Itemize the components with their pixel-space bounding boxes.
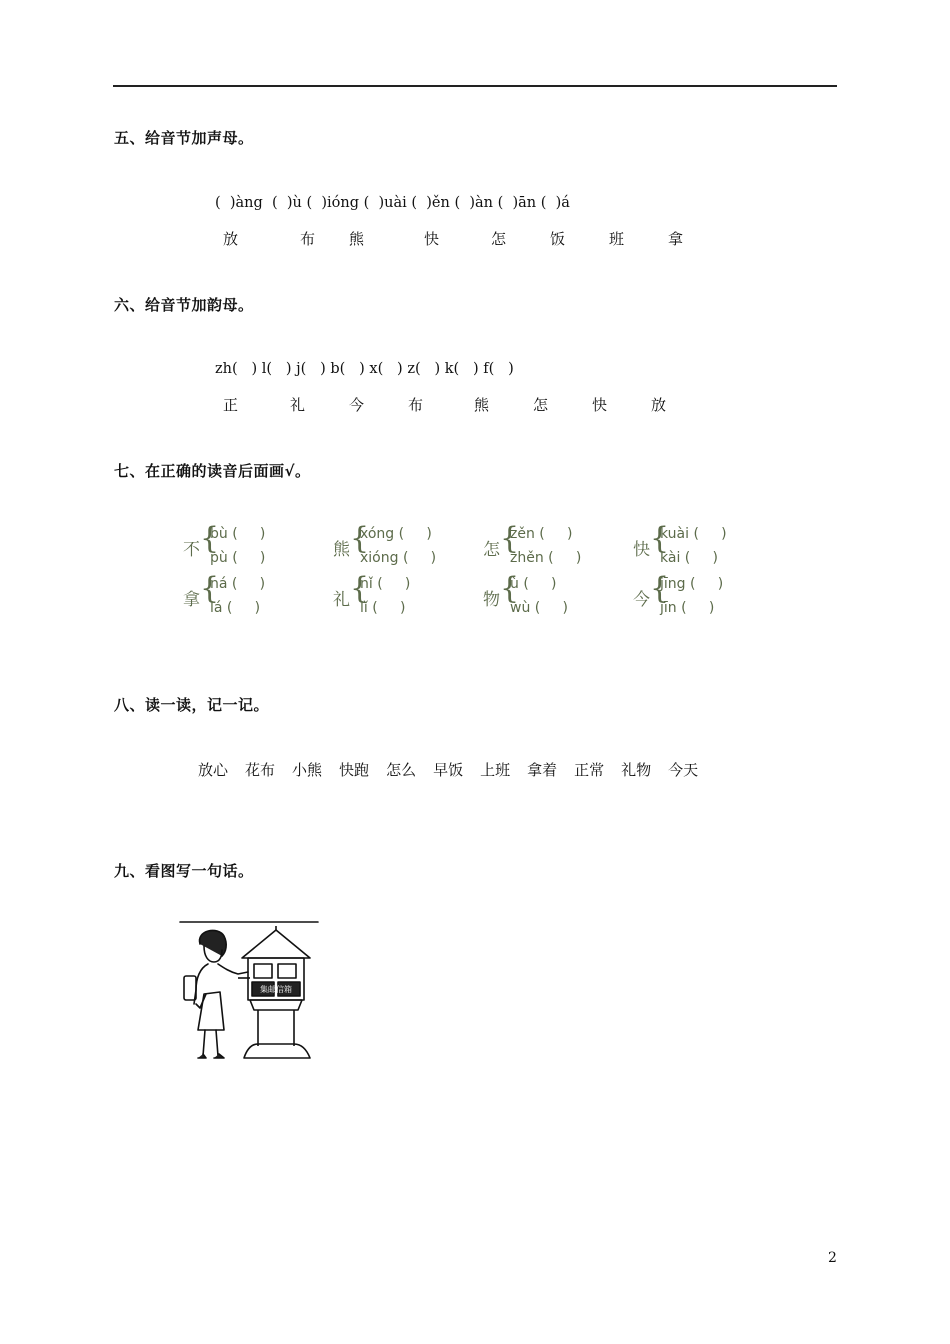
choice-option[interactable]: kuài ( ) (660, 526, 727, 542)
choice-option[interactable]: bù ( ) (210, 526, 266, 542)
choice-option[interactable]: lǐ ( ) (360, 600, 406, 616)
brace-glyph: { (500, 521, 520, 556)
section-five-char: 班 (609, 230, 625, 248)
vocab-word: 花布 (245, 761, 276, 779)
choice-option[interactable]: jīn ( ) (660, 600, 715, 616)
section-five-char: 熊 (349, 230, 365, 248)
choice-option[interactable]: zěn ( ) (510, 526, 573, 542)
section-six-char: 放 (651, 396, 667, 414)
section-six-heading: 六、给音节加韵母。 (114, 296, 254, 314)
section-five-char: 快 (424, 230, 440, 248)
section-five-char: 怎 (491, 230, 507, 248)
choice-char: 物 (483, 590, 500, 610)
choice-option[interactable]: zhěn ( ) (510, 550, 582, 566)
section-five-heading: 五、给音节加声母。 (114, 129, 254, 147)
section-five-pinyin-row: ( )àng ( )ù ( )ióng ( )uài ( )ěn ( )àn ( )ān ( )á (215, 195, 570, 211)
vocab-word: 上班 (480, 761, 511, 779)
brace-glyph: { (200, 571, 220, 606)
choice-option[interactable]: kài ( ) (660, 550, 718, 566)
section-nine-heading: 九、看图写一句话。 (114, 862, 254, 880)
choice-option[interactable]: nǐ ( ) (360, 576, 411, 592)
choice-option[interactable]: ù ( ) (510, 576, 557, 592)
choice-option[interactable]: jīng ( ) (660, 576, 724, 592)
section-six-char: 礼 (290, 396, 306, 414)
choice-option[interactable]: ná ( ) (210, 576, 266, 592)
choice-char: 今 (633, 590, 650, 610)
brace-glyph: { (650, 521, 670, 556)
section-six-char: 熊 (474, 396, 490, 414)
section-seven-heading: 七、在正确的读音后面画√。 (114, 462, 311, 480)
choice-option[interactable]: wù ( ) (510, 600, 568, 616)
section-eight-heading: 八、读一读，记一记。 (114, 696, 270, 714)
vocab-word: 今天 (668, 761, 699, 779)
choice-option[interactable]: xióng ( ) (360, 550, 437, 566)
mailbox-sign-text: 集邮信箱 (260, 985, 292, 994)
choice-char: 拿 (183, 590, 200, 610)
choice-char: 礼 (333, 590, 350, 610)
vocabulary-list (198, 759, 715, 780)
section-six-pinyin-row: zh( ) l( ) j( ) b( ) x( ) z( ) k( ) f( ) (215, 361, 514, 377)
vocab-word: 小熊 (292, 761, 323, 779)
vocab-word: 拿着 (527, 761, 558, 779)
choice-char: 快 (633, 540, 650, 560)
choice-option[interactable]: xóng ( ) (360, 526, 432, 542)
brace-glyph: { (350, 521, 370, 556)
section-six-char: 正 (223, 396, 239, 414)
vocab-word: 怎么 (386, 761, 417, 779)
page-number: 2 (828, 1250, 837, 1266)
section-five-char: 放 (223, 230, 239, 248)
section-six-char: 今 (349, 396, 365, 414)
section-five-char: 拿 (668, 230, 684, 248)
vocab-word: 早饭 (433, 761, 464, 779)
section-five-char: 饭 (550, 230, 566, 248)
choice-char: 怎 (483, 540, 500, 560)
vocab-word: 快跑 (339, 761, 370, 779)
choice-option[interactable]: pù ( ) (210, 550, 266, 566)
section-six-char: 快 (592, 396, 608, 414)
brace-glyph: { (650, 571, 670, 606)
header-rule (113, 85, 837, 87)
section-five-char: 布 (300, 230, 316, 248)
girl-mailbox-illustration (178, 918, 320, 1068)
brace-glyph: { (500, 571, 520, 606)
section-six-char: 怎 (533, 396, 549, 414)
vocab-word: 正常 (574, 761, 605, 779)
brace-glyph: { (350, 571, 370, 606)
vocab-word: 放心 (198, 761, 229, 779)
vocab-word: 礼物 (621, 761, 652, 779)
brace-glyph: { (200, 521, 220, 556)
choice-option[interactable]: lá ( ) (210, 600, 261, 616)
choice-char: 不 (183, 540, 200, 560)
choice-char: 熊 (333, 540, 350, 560)
section-six-char: 布 (408, 396, 424, 414)
